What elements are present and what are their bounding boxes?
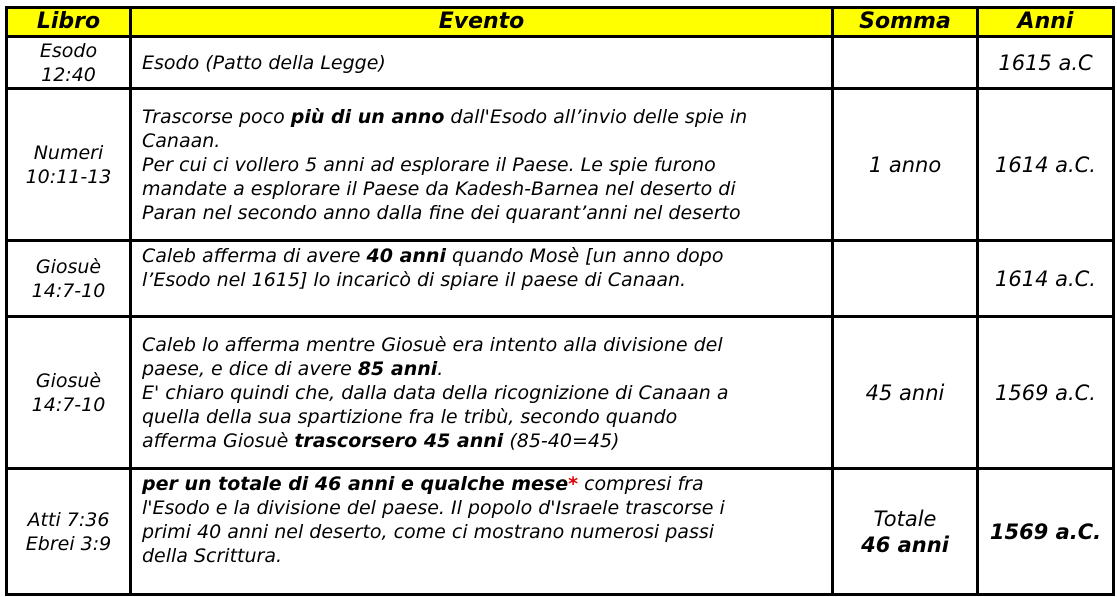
evento-emphasis: trascorsero 45 anni	[294, 429, 504, 452]
header-evento: Evento	[131, 8, 833, 37]
evento-line: l’Esodo nel 1615] lo incaricò di spiare il paese di Canaan.	[142, 269, 687, 291]
evento-line: della Scrittura.	[142, 545, 283, 567]
libro-line: 14:7-10	[31, 393, 106, 416]
evento-text: afferma Giosuè	[142, 429, 295, 452]
libro-line: Giosuè	[35, 255, 102, 278]
cell-libro	[7, 37, 131, 89]
evento-text: .	[437, 357, 444, 380]
cell-somma: 45 anni	[833, 317, 978, 469]
evento-emphasis: più di un anno	[290, 105, 445, 128]
evento-line	[142, 105, 825, 129]
cell-anni: 1614 a.C.	[978, 89, 1114, 241]
cell-anni: 1615 a.C	[978, 37, 1114, 89]
evento-line	[142, 429, 825, 453]
cell-evento	[131, 317, 833, 469]
cell-somma	[833, 241, 978, 317]
evento-emphasis: per un totale di 46 anni e qualche mese	[142, 473, 569, 495]
cell-anni: 1569 a.C.	[978, 317, 1114, 469]
cell-evento	[131, 89, 833, 241]
libro-line: 12:40	[41, 63, 96, 86]
evento-line: Paran nel secondo anno dalla fine dei quarant’anni nel deserto	[142, 201, 741, 224]
libro-line: Esodo	[39, 39, 98, 62]
evento-emphasis: 40 anni	[366, 245, 446, 267]
cell-libro	[7, 89, 131, 241]
evento-line	[142, 472, 825, 496]
evento-line: Canaan.	[142, 129, 221, 152]
asterisk-mark: *	[568, 473, 579, 495]
cell-anni: 1614 a.C.	[978, 241, 1114, 317]
evento-text: dall'Esodo all’invio delle spie in	[444, 105, 748, 128]
evento-line: l'Esodo e la divisione del paese. Il popolo d'Israele trascorse i	[142, 497, 725, 519]
evento-text: Caleb afferma di avere	[142, 245, 367, 267]
cell-somma: 1 anno	[833, 89, 978, 241]
evento-line: mandate a esplorare il Paese da Kadesh-Barnea nel deserto di	[142, 177, 736, 200]
cell-evento	[131, 241, 833, 317]
table-row	[7, 37, 1114, 89]
evento-line: primi 40 anni nel deserto, come ci mostrano numerosi passi	[142, 521, 715, 543]
evento-line: Esodo (Patto della Legge)	[142, 51, 386, 74]
evento-text: compresi fra	[578, 473, 704, 495]
table-row	[7, 241, 1114, 317]
somma-label: Totale	[873, 506, 937, 531]
table-row	[7, 317, 1114, 469]
libro-line: Numeri	[33, 141, 104, 164]
table-row	[7, 89, 1114, 241]
cell-evento	[131, 469, 833, 595]
somma-total: 46 anni	[861, 532, 949, 557]
libro-line: 14:7-10	[31, 279, 106, 302]
evento-line: Per cui ci vollero 5 anni ad esplorare il Paese. Le spie furono	[142, 153, 716, 176]
cell-libro	[7, 469, 131, 595]
libro-line: Ebrei 3:9	[25, 532, 112, 555]
header-libro: Libro	[7, 8, 131, 37]
cell-libro	[7, 241, 131, 317]
evento-text: paese, e dice di avere	[142, 357, 358, 380]
evento-line	[142, 244, 825, 268]
libro-line: 10:11-13	[25, 165, 112, 188]
cell-evento	[131, 37, 833, 89]
header-somma: Somma	[833, 8, 978, 37]
evento-text: quando Mosè [un anno dopo	[445, 245, 724, 267]
evento-emphasis: 85 anni	[357, 357, 438, 380]
table-row	[7, 469, 1114, 595]
chronology-table	[5, 6, 1115, 596]
header-anni: Anni	[978, 8, 1114, 37]
cell-somma	[833, 37, 978, 89]
evento-line	[142, 357, 825, 381]
evento-line: quella della sua spartizione fra le tribù, secondo quando	[142, 405, 678, 428]
libro-line: Giosuè	[35, 369, 102, 392]
cell-somma	[833, 469, 978, 595]
evento-line: E' chiaro quindi che, dalla data della ricognizione di Canaan a	[142, 381, 729, 404]
header-row	[7, 8, 1114, 37]
cell-libro	[7, 317, 131, 469]
evento-text: (85-40=45)	[503, 429, 620, 452]
evento-text: Trascorse poco	[142, 105, 291, 128]
libro-line: Atti 7:36	[27, 508, 110, 531]
cell-anni: 1569 a.C.	[978, 469, 1114, 595]
evento-line: Caleb lo afferma mentre Giosuè era intento alla divisione del	[142, 333, 723, 356]
